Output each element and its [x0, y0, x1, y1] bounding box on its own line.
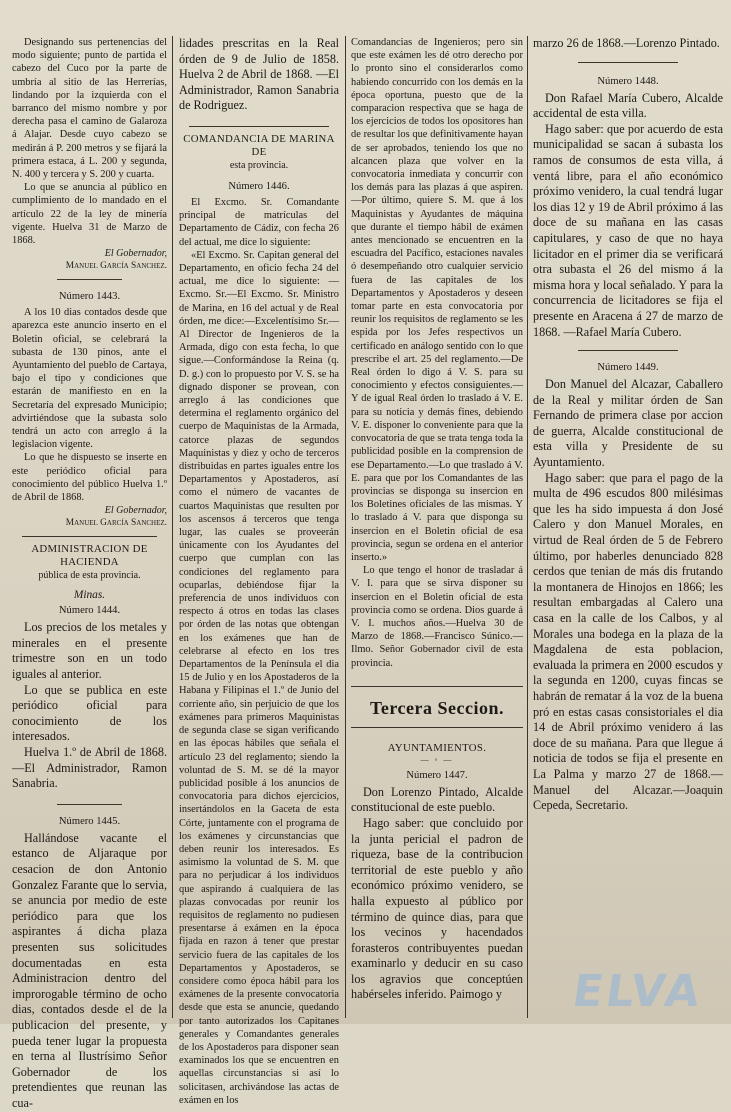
section-subheading: esta provincia.	[229, 159, 289, 171]
notice-1443-paragraph: A los 10 dias contados desde que aparezca este anuncio inserto en el Boletin oficial, se celebrará la subasta de 130 pinos, ante el Ayuntamiento del pueblo de Cartaya, bajo el tipo y condiciones que estarán de manifiesto en en la Secretaría del expresado Municipio; advirtiéndose que la subasta solo tendrá un acto con arreglo á la legislacion vigente.	[12, 307, 167, 451]
ornament-divider: — ◦ —	[420, 754, 454, 764]
notice-number-1449: Número 1449.	[597, 362, 659, 374]
section-heading-marina: COMANDANCIA DE MARINA DE	[183, 132, 335, 158]
section-banner	[351, 686, 523, 728]
notice-number-1447: Número 1447.	[406, 769, 468, 781]
column-rule	[345, 36, 346, 1018]
divider	[578, 350, 678, 351]
column-rule	[172, 36, 173, 1018]
library-stamp-watermark: ELVA	[569, 966, 706, 1017]
section-heading-ayuntamientos: AYUNTAMIENTOS.	[387, 741, 487, 754]
divider	[578, 62, 678, 63]
signature-name: Manuel García Sanchez.	[65, 261, 167, 272]
notice-1448-paragraph: Hago saber: que por acuerdo de esta municipalidad se sacan á subasta los ramos de consumos de esta villa, á ventá libre, para el año económico próximo venidero, la cual tendrá lugar los dias 12 y 19 de Abril próximo á las doce de su mañana en las casas capitulares, y caso de que no haya licitador en el primer dia se verificará otra subasta el 26 del mismo á la misma hora y local señalado. Y para la concurrencia de licitadores se fija el presente en Aracena á 27 de marzo de 1868. —Rafael María Cubero.	[533, 121, 723, 339]
notice-1444-paragraph: Lo que se publica en este periódico oficial para conocimiento de los interesados.	[12, 682, 167, 744]
column-2	[179, 36, 339, 1106]
notice-number-1443: Número 1443.	[58, 291, 121, 303]
section-subheading: pública de esta provincia.	[38, 570, 141, 582]
divider	[57, 804, 122, 805]
notice-1445-paragraph: Hallándose vacante el estanco de Aljaraque por cesacion de don Antonio Gonzalez Farante que lo servia, se anuncia por medio de este periódico para que los aspirantes á dicha plaza presenten sus solicitudes documentadas en esta Administracion dentro del improrogable término de ocho dias, contados desde el de la publicacion del presente, y pueda tener lugar la propuesta en terna al Ilustrísimo Señor Gobernador de los pretendientes que reunan las cua-	[12, 830, 167, 1110]
signature-role: El Gobernador,	[104, 248, 167, 260]
notice-number-1444: Número 1444.	[58, 605, 121, 617]
notice-1449-paragraph: Hago saber: que para el pago de la multa de 496 escudos 800 milésimas que les ha sido impuesta á don José Calero y don Manuel Morales, en virtud de Real órden de 5 de Febrero último, por haberles denunciado 828 cerdos que tenian de más dis frutando la montanera de Hinojos en 1866; les resultan embargadas al Calero una casa en la calle de los Calbos, y al Morales una bodega en la plaza de la Magdalena de esta poblacion, evaluada la primera en 2000 escudos y la segunda en 1200, cuyas fincas se habrán de rematar á la voz de la buena pró en estas casas consistoriales el dia 14 de Abril próximo venidero á las doce de su mañana. Para que llegue á noticia de todos se fija el presente en La Palma y marzo 27 de 1868.—Manuel del Alcazar.—Joaquin Cepeda, Secretario.	[533, 470, 723, 813]
section-heading-hacienda: ADMINISTRACION DE HACIENDA	[31, 543, 148, 569]
notice-1446-continuation: Comandancias de Ingenieros; pero sin que este exámen les dé otro derecho por lo pronto sino el considerarlos como habiendo concurrido con los demás en la época oportuna, puesto que de la comparacion respectiva que se haga de los ejercicios de todos los opositores han de resultar los que definitivamente hayan de ser aprobados, teniendo los que no alcancen plaza que volver en la convocatoria inmediata y concurrir con los demás para las plazas á que aspiren.—Por último, quiere S. M. que á los Maquinistas y Ayudantes de máquina que durante el tiempo hábil de exámen antes mencionado se encuentren en la escuadra del Pacífico, estaciones navales ó desempeñando otro cualquier servicio fuera de las capitales de los Departamentos y Apostaderos y deseen tomar parte en esta convocatoria por reunir los requisitos de reglamento se les espida por los Jefes respectivos un certificado en análogo sentido con lo que prescribe el art. 25 del reglamento.—De Real órden lo digo á V. S. para su conocimiento y efectos consiguientes.—Y de igual Real órden lo traslado á V. E. para su noticia y demás fines, debiendo V. E. disponer lo conveniente para que la convocatoria de que se trata tenga toda la publicidad posible en la comprension de ese Departamento.—Lo que traslado á V. E. para que por los Comandantes de las provincias se disponga su insercion en los Boletines oficiales de las mismas. Y lo traslado á V. para que disponga su insercion en el Boletin oficial de esa provincia, segun se ordena en el anterior inserto.»	[351, 37, 523, 563]
notice-1447-continuation: marzo 26 de 1868.—Lorenzo Pintado.	[533, 36, 720, 50]
column-1	[12, 36, 167, 1110]
notice-1446-paragraph: El Excmo. Sr. Comandante principal de matrículas del Departamento de Cádiz, con fecha 26 del actual, me dice lo siguiente:	[179, 196, 339, 248]
notice-1447-paragraph: Hago saber: que concluido por la junta pericial el padron de riqueza, base de la contribucion territorial de este pueblo y año económico próximo venidero, se halla expuesto al público por término de quince dias, para que los vecinos y hacendados forasteros contribuyentes puedan examinarlo y deducir en su caso los agravios que conceptúen habérseles inferido. Paimogo y	[351, 815, 523, 1002]
notice-1446-closing: Lo que tengo el honor de trasladar á V. I. para que se sirva disponer su insercion en el Boletin oficial de esta provincia como se ordena. Dios guarde á V. I. muchos años.—Huelva 30 de Marzo de 1868.—Francisco Súnico.—Ilmo. Señor Gobernador civil de esta provincia.	[351, 565, 523, 669]
divider	[22, 536, 157, 537]
notice-1443-paragraph: Lo que he dispuesto se inserte en este periódico oficial para conocimiento del público Huelva 1.º de Abril de 1868.	[12, 452, 167, 504]
notice-number-1445: Número 1445.	[58, 815, 121, 827]
notice-1444-paragraph: Huelva 1.º de Abril de 1868.—El Administrador, Ramon Sanabria.	[12, 745, 167, 791]
notice-1444-paragraph: Los precios de los metales y minerales en el presente trimestre son en un todo iguales al anterior.	[12, 620, 167, 682]
column-rule	[527, 36, 528, 1018]
signature-role: El Gobernador,	[104, 505, 167, 517]
signature-name: Manuel García Sanchez.	[65, 518, 167, 529]
mine-notice-paragraph: Lo que se anuncia al público en cumplimiento de lo mandado en el artículo 22 de la ley de minería vigente. Huelva 31 de Marzo de 1868.	[12, 182, 167, 247]
divider	[189, 126, 329, 127]
section-title-tercera: Tercera Seccion.	[370, 697, 504, 718]
notice-1448-paragraph: Don Rafael María Cubero, Alcalde accidental de esta villa.	[533, 90, 723, 121]
mine-boundary-paragraph: Designando sus pertenencias del modo siguiente; punto de partida el cabezo del Cuco por la parte de umbría al sitio de las Herrerías, lindando por la izquierda con el barranco del mismo nombre y por derecha pasa el camino de Galaroza á Alajar. Desde cuyo cabezo se medirán á P. 200 metros y se fijará la primera estaca, á L. 200 y segunda, N. 400 y tercera y S. 200 y cuarta.	[12, 37, 167, 181]
notice-1446-paragraph: «El Excmo. Sr. Capitan general del Departamento, en oficio fecha 24 del actual, me dice lo siguiente: —Excmo. Sr.—El Excmo. Sr. Ministro de Marina, en 16 del actual y de Real órden, me dice:—Excelentísimo Sr.—Al Director de Ingenieros de la Armada, digo con esta fecha, lo que sigue.—Conformándose la Reina (q. D. g.) con lo propuesto por V. S. se ha dignado disponer se provean, con arreglo á las condiciones que determina el reglamento orgánico del cuerpo de Maquinistas de la Armada, catorce plazas de segundos Maquinistas y diez y ocho de terceros distribuidas en partes iguales entre los Departamentos y Apostaderos, así como el número de vacantes de cuartos Maquinistas que resulten por los ascensos á terceros que tenga lugar, las cuales se proveerán únicamente con los Ayudantes del cuerpo que cumplan con las condiciones del reglamento para ocuparlas, debiéndose fijar la preferencia de unos individuos con respecto á otros en todas las clases por órden de las notas que obtengan en los exámenes que han de celebrarse al efecto en los tres Departamentos de la Península el dia 15 de Julio y en los Apostaderos de la Habana y Filipinas el 1.º de Junio del corriente año, sin perjuicio de que los exámenes para primeros Maquinistas de segunda clase se sigan verificando en las épocas hábiles que señala el artículo 23 del reglamento; siendo la voluntad de S. M. se dé la mayor publicidad posible á los anuncios de convocatoria para dichos ejercicios, insertándolos en la Gaceta de esta Córte, juntamente con el programa de los exámenes y circunstancias que deben reunir los interesados. Es asimismo la voluntad de S. M. que para no perjudicar á los individuos que aspirando á cualquiera de las plazas convocadas por reunir los requisitos de reglamento no pudiesen presentarse á exámen en la época fijada en razon á tener que prestar servicio fuera de las capitales de los Departamentos y Apostaderos, se considere como época hábil para los exámenes de la presente convocatoria desde que esta se anuncie, quedando por tanto autorizados los Capitanes generales y Comandantes generales de los Apostaderos para disponer sean examinados los que se encuentren en aquellas circunstancias si así lo solicitasen, archivándose las actas de exámen en los	[179, 249, 339, 1106]
subsection-minas: Minas.	[73, 589, 106, 602]
notice-1447-paragraph: Don Lorenzo Pintado, Alcalde constitucional de este pueblo.	[351, 784, 523, 815]
column-3	[351, 36, 523, 1018]
divider	[57, 279, 122, 280]
notice-number-1446: Número 1446.	[228, 180, 290, 192]
notice-number-1448: Número 1448.	[597, 75, 659, 87]
notice-1449-paragraph: Don Manuel del Alcazar, Caballero de la Real y militar órden de San Fernando de primera clase por accion de guerra, Alcalde constitucional de esta villa y Presidente de su Ayuntamiento.	[533, 377, 723, 470]
column-4	[533, 36, 723, 1018]
notice-1445-continuation: lidades prescritas en la Real órden de 9 de Julio de 1858. Huelva 2 de Abril de 1868. —El Administrador, Ramon Sanabria de Rodriguez.	[179, 36, 339, 113]
